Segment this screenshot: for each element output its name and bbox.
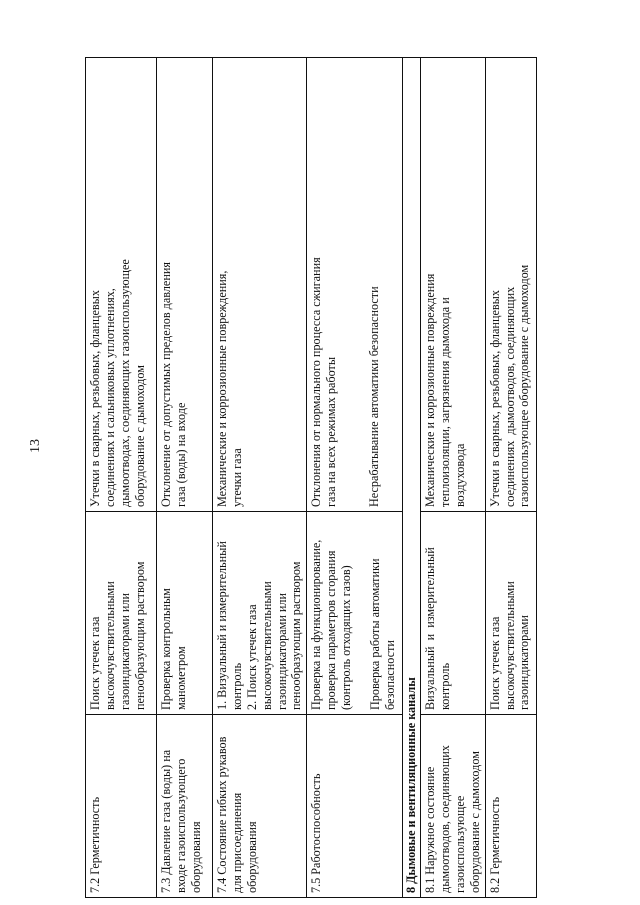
- method-text-line: проверка параметров сгорания: [324, 550, 339, 710]
- method-text-line: пенообразующим раствором: [289, 561, 304, 710]
- method-text-line: (контроль отходящих газов): [339, 565, 353, 710]
- item-text-line: 8.2 Герметичность: [487, 796, 502, 893]
- defect-text-line: Механические и коррозионные повреждения,: [215, 270, 229, 507]
- method-text-line: газоиндикаторами: [517, 615, 532, 710]
- inspection-table: [85, 57, 537, 898]
- table-row: [86, 58, 157, 898]
- defect-text-line: соединениях и сальниковых уплотнениях,: [102, 288, 117, 507]
- defect-text-line: теплоизоляции, загрязнения дымохода и: [438, 297, 452, 507]
- table-row: [213, 58, 307, 898]
- item-text-line: 8.1 Наружное состояние: [423, 766, 438, 893]
- method-text-line: высокочувствительными: [102, 581, 117, 710]
- item-cell: [485, 715, 536, 898]
- item-text-line: оборудования: [188, 821, 203, 893]
- defect-text-line: Несрабатывание автоматики безопасности: [367, 286, 381, 507]
- defect-text-line: газа на всех режимах работы: [324, 356, 339, 507]
- method-text-line: контроль: [229, 662, 244, 710]
- item-text-line: 7.5 Работоспособность: [309, 773, 324, 893]
- method-cell: [157, 512, 213, 715]
- spacer: [339, 62, 353, 507]
- table-row: [485, 58, 536, 898]
- table-row: [307, 58, 403, 898]
- defect-text-line: Отклонение от допустимых пределов давления: [159, 262, 173, 507]
- item-cell: [307, 715, 403, 898]
- method-text-line: 2. Поиск утечек газа: [244, 604, 259, 710]
- inspection-table-container: [85, 58, 532, 898]
- defect-text-line: Механические и коррозионные повреждения: [423, 273, 438, 507]
- method-text-line: Проверка контрольным: [159, 588, 173, 710]
- method-text-line: высокочувствительными: [502, 581, 517, 710]
- method-text-line: Проверка на функционирование,: [309, 539, 324, 710]
- method-text-line: безопасности: [382, 640, 397, 710]
- table-row: [157, 58, 213, 898]
- defect-cell: [421, 58, 486, 512]
- defect-cell: [485, 58, 536, 512]
- defect-text-line: газа (воды) на входе: [173, 402, 188, 507]
- method-text-line: пенообразующим раствором: [132, 561, 147, 710]
- method-text-line: Визуальный и измерительный: [423, 547, 438, 710]
- item-cell: [86, 715, 157, 898]
- item-text-line: газоиспользующее: [452, 795, 467, 893]
- section-header-row: [403, 58, 421, 898]
- defect-text-line: Отклонения от нормального процесса сжигания: [309, 257, 324, 507]
- item-text-line: дымоотводов, соединяющих: [438, 745, 452, 893]
- item-text-line: для присоединения: [229, 792, 244, 893]
- page-number: 13: [28, 439, 43, 453]
- method-text-line: Поиск утечек газа: [487, 616, 502, 710]
- spacer: [354, 516, 368, 710]
- defect-cell: [213, 58, 307, 512]
- item-cell: [157, 715, 213, 898]
- method-cell: [86, 512, 157, 715]
- defect-cell: [157, 58, 213, 512]
- defect-text-line: оборудование с дымоходом: [132, 365, 147, 507]
- method-cell: [213, 512, 307, 715]
- defect-text-line: газоиспользующее оборудование с дымоходом: [517, 264, 532, 507]
- defect-cell: [86, 58, 157, 512]
- method-cell: [485, 512, 536, 715]
- defect-text-line: соединениях дымоотводов, соединяющих: [502, 286, 517, 507]
- defect-cell: [307, 58, 403, 512]
- item-cell: [421, 715, 486, 898]
- method-cell: [307, 512, 403, 715]
- method-text-line: Поиск утечек газа: [88, 616, 102, 710]
- item-cell: [213, 715, 307, 898]
- section-heading: 8 Дымовые и вентиляционные каналы: [403, 58, 421, 898]
- method-text-line: 1. Визуальный и измерительный: [215, 541, 229, 710]
- defect-text-line: дымоотводах, соединяющих газоиспользующее: [117, 259, 132, 507]
- defect-text-line: Утечки в сварных, резьбовых, фланцевых: [487, 290, 502, 507]
- item-text-line: оборудования: [244, 821, 259, 893]
- method-text-line: высокочувствительными: [259, 581, 274, 710]
- item-text-line: оборудование с дымоходом: [467, 751, 482, 893]
- defect-text-line: воздуховода: [452, 443, 467, 507]
- method-text-line: контроль: [438, 662, 452, 710]
- table-row: [421, 58, 486, 898]
- defect-text-line: утечки газа: [229, 448, 244, 507]
- method-text-line: газоиндикаторами или: [274, 592, 289, 710]
- method-cell: [421, 512, 486, 715]
- method-text-line: газоиндикаторами или: [117, 592, 132, 710]
- spacer: [353, 62, 367, 507]
- defect-text-line: Утечки в сварных, резьбовых, фланцевых: [88, 290, 102, 507]
- item-text-line: 7.4 Состояние гибких рукавов: [215, 736, 229, 893]
- item-text-line: 7.3 Давление газа (воды) на: [159, 749, 173, 893]
- method-text-line: манометром: [173, 646, 188, 710]
- item-text-line: 7.2 Герметичность: [88, 796, 102, 893]
- item-text-line: входе газоиспользующего: [173, 758, 188, 893]
- method-text-line: Проверка работы автоматики: [367, 558, 382, 710]
